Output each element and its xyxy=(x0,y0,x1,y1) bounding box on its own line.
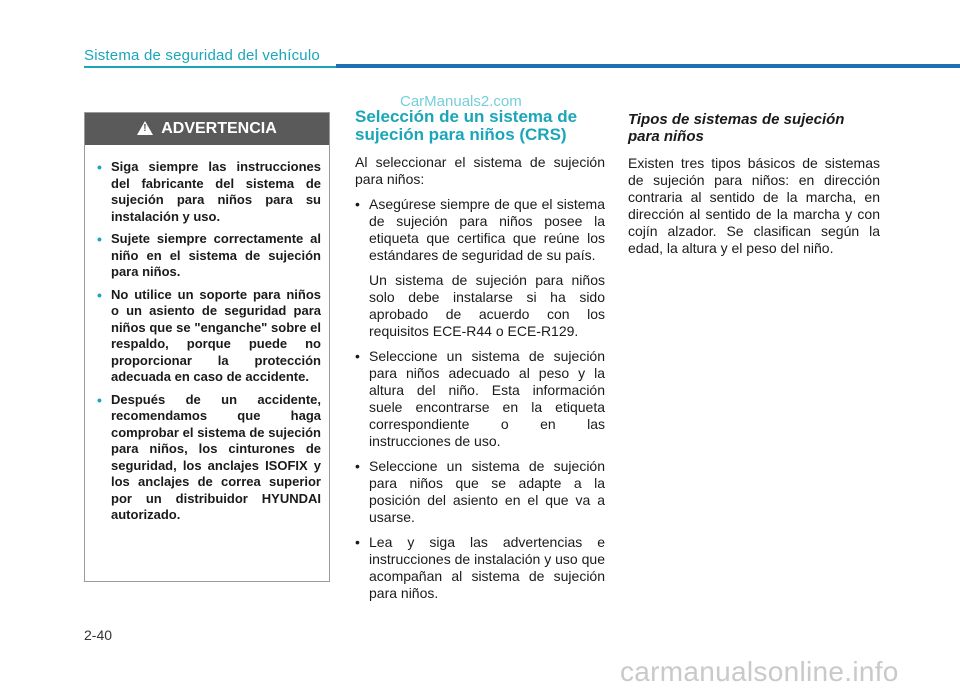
warning-box xyxy=(84,112,330,582)
types-column xyxy=(628,108,880,257)
warning-item-text: Después de un accidente, recomendamos que haga comprobar el sistema de sujeción para niños, los cinturones de seguridad, los anclajes ISOFIX y los anclajes de correa superior por un distribuidor HYUNDAI autorizado. xyxy=(111,391,321,522)
warning-item xyxy=(97,159,321,225)
crs-intro: Al seleccionar el sistema de sujeción para niños: xyxy=(355,154,605,187)
bullet-icon: • xyxy=(97,391,102,408)
warning-item xyxy=(97,231,321,281)
warning-title: ADVERTENCIA xyxy=(161,120,277,137)
list-item xyxy=(355,458,605,526)
types-section-title: Tipos de sistemas de sujeción para niños xyxy=(628,111,845,145)
warning-item-text: No utilice un soporte para niños o un asiento de seguridad para niños que se "enganche" sobre el respaldo, porque puede no proporcionar la protección adecuada en caso de accidente. xyxy=(111,286,321,384)
list-item xyxy=(355,196,605,340)
list-item xyxy=(355,534,605,602)
crs-column xyxy=(355,108,605,610)
watermark-top: CarManuals2.com xyxy=(400,93,522,110)
warning-triangle-icon: ! xyxy=(137,121,153,135)
bullet-icon: • xyxy=(355,196,360,212)
header-rule-accent xyxy=(336,64,960,68)
bullet-icon: • xyxy=(355,348,360,364)
list-item xyxy=(355,348,605,450)
bullet-icon: • xyxy=(97,159,102,175)
list-item-text: Asegúrese siempre de que el sistema de sujeción para niños posee la etiqueta que certifica que reúne los estándares de seguridad de su país. xyxy=(369,196,605,263)
bullet-icon: • xyxy=(355,534,360,550)
crs-section-title: Selección de un sistema de sujeción para niños (CRS) xyxy=(355,107,578,144)
types-body: Existen tres tipos básicos de sistemas de sujeción para niños: en dirección contraria al sentido de la marcha, en dirección al sentido de la marcha y con cojín alzador. Se clasifican según la edad, la altura y el peso del niño. xyxy=(628,155,880,256)
bullet-icon: • xyxy=(355,458,360,474)
warning-list xyxy=(85,145,329,524)
warning-item xyxy=(97,287,321,386)
list-item-text: Seleccione un sistema de sujeción para niños que se adapte a la posición del asiento en el que va a usarse. xyxy=(369,458,605,525)
watermark-bottom: carmanualsonline.info xyxy=(620,656,899,687)
warning-item xyxy=(97,392,321,524)
list-item-text: Seleccione un sistema de sujeción para niños adecuado al peso y la altura del niño. Esta información suele encontrarse en la etiqueta correspondiente o en las instrucciones de uso. xyxy=(369,348,605,449)
warning-header xyxy=(85,113,329,145)
bullet-icon: • xyxy=(97,286,102,303)
crs-bullet-list xyxy=(355,196,605,602)
list-item-subtext: Un sistema de sujeción para niños solo debe instalarse si ha sido aprobado de acuerdo con los requisitos ECE-R44 o ECE-R129. xyxy=(369,272,605,339)
warning-item-text: Siga siempre las instrucciones del fabricante del sistema de sujeción para niños para su instalación y uso. xyxy=(111,159,321,224)
bullet-icon: • xyxy=(97,231,102,247)
list-item-text: Lea y siga las advertencias e instrucciones de instalación y uso que acompañan al sistema de sujeción para niños. xyxy=(369,534,605,601)
warning-item-text: Sujete siempre correctamente al niño en el sistema de sujeción para niños. xyxy=(111,231,321,279)
page-number: 2-40 xyxy=(84,627,113,643)
section-header-title: Sistema de seguridad del vehículo xyxy=(84,47,320,64)
